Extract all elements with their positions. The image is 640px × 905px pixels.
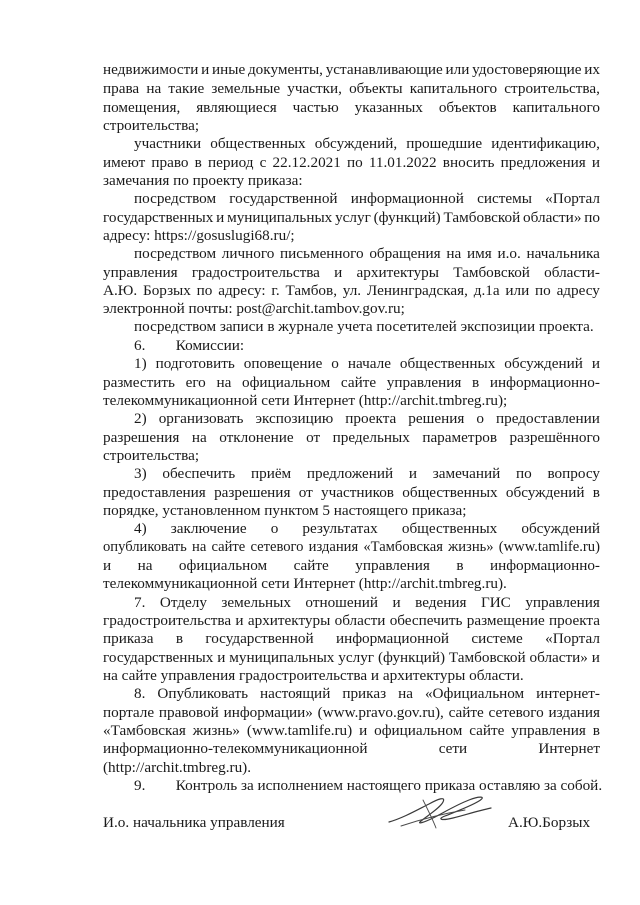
text-line: права на такие земельные участки, объекты капитального строительства, — [103, 80, 600, 97]
text-line: информационно-телекоммуникационной сети Интернет — [103, 740, 600, 757]
text-line: 8. Опубликовать настоящий приказ на «Официальном интернет- — [134, 685, 600, 702]
text-line: порядке, установленном пунктом 5 настоящего приказа; — [103, 502, 467, 519]
text-line: портале правовой информации» (www.pravo.gov.ru), сайте сетевого издания — [103, 704, 600, 721]
text-line: 7. Отделу земельных отношений и ведения ГИС управления — [134, 594, 600, 611]
text-line: А.Ю. Борзых по адресу: г. Тамбов, ул. Ленинградская, д.1а или по адресу — [103, 282, 600, 299]
signature-title: И.о. начальника управления — [103, 814, 285, 831]
text-line: предоставления разрешения от участников общественных обсуждений в — [103, 484, 600, 501]
text-line: опубликовать на сайте сетевого издания «Тамбовская жизнь» (www.tamlife.ru) — [103, 539, 600, 555]
text-line: строительства; — [103, 117, 200, 134]
text-line: посредством записи в журнале учета посетителей экспозиции проекта. — [134, 318, 594, 335]
text-line: имеют право в период с 22.12.2021 по 11.01.2022 вносить предложения и — [103, 154, 600, 171]
text-line: разрешения на отклонение от предельных параметров разрешённого — [103, 429, 600, 446]
text-line: 3) обеспечить приём предложений и замечаний по вопросу — [134, 465, 600, 482]
text-line: помещения, являющиеся частью указанных объектов капитального — [103, 99, 600, 116]
text-line: государственных и муниципальных услуг (функций) Тамбовской области» по — [103, 209, 600, 226]
text-line: управления градостроительства и архитектуры Тамбовской области- — [103, 264, 600, 281]
text-line: приказа в государственной информационной системе «Портал — [103, 630, 600, 647]
handwritten-signature — [383, 788, 501, 832]
text-line: «Тамбовская жизнь» (www.tamlife.ru) и официальном сайте управления в — [103, 722, 600, 739]
text-line: на сайте управления градостроительства и архитектуры области. — [103, 667, 524, 684]
text-line: телекоммуникационной сети Интернет (http://archit.tmbreg.ru). — [103, 575, 507, 592]
text-line: 4) заключение о результатах общественных обсуждений — [134, 520, 600, 537]
text-line: 6. Комиссии: — [134, 337, 245, 354]
text-line: недвижимости и иные документы, устанавливающие или удостоверяющие их — [103, 61, 600, 78]
text-line: адресу: https://gosuslugi68.ru/; — [103, 227, 295, 244]
text-line: участники общественных обсуждений, прошедшие идентификацию, — [134, 135, 600, 152]
text-line: (http://archit.tmbreg.ru). — [103, 759, 252, 776]
text-line: и на официальном сайте управления в информационно- — [103, 557, 600, 574]
text-line: 2) организовать экспозицию проекта решения о предоставлении — [134, 410, 600, 427]
text-line: государственных и муниципальных услуг (функций) Тамбовской области» и — [103, 649, 600, 666]
text-line: посредством личного письменного обращения на имя и.о. начальника — [134, 245, 600, 262]
text-line: разместить его на официальном сайте управления в информационно- — [103, 374, 600, 391]
text-line: замечания по проекту приказа: — [103, 172, 303, 189]
text-line: посредством государственной информационной системы «Портал — [134, 190, 600, 207]
text-line: градостроительства и архитектуры области обеспечить размещение проекта — [103, 612, 600, 629]
text-line: электронной почты: post@archit.tambov.gov.ru; — [103, 300, 405, 317]
text-line: строительства; — [103, 447, 200, 464]
text-line: 9. Контроль за исполнением настоящего приказа оставляю за собой. — [134, 777, 603, 794]
text-line: телекоммуникационной сети Интернет (http://archit.tmbreg.ru); — [103, 392, 508, 409]
text-line: 1) подготовить оповещение о начале общественных обсуждений и — [134, 355, 600, 372]
signature-name: А.Ю.Борзых — [508, 814, 591, 831]
